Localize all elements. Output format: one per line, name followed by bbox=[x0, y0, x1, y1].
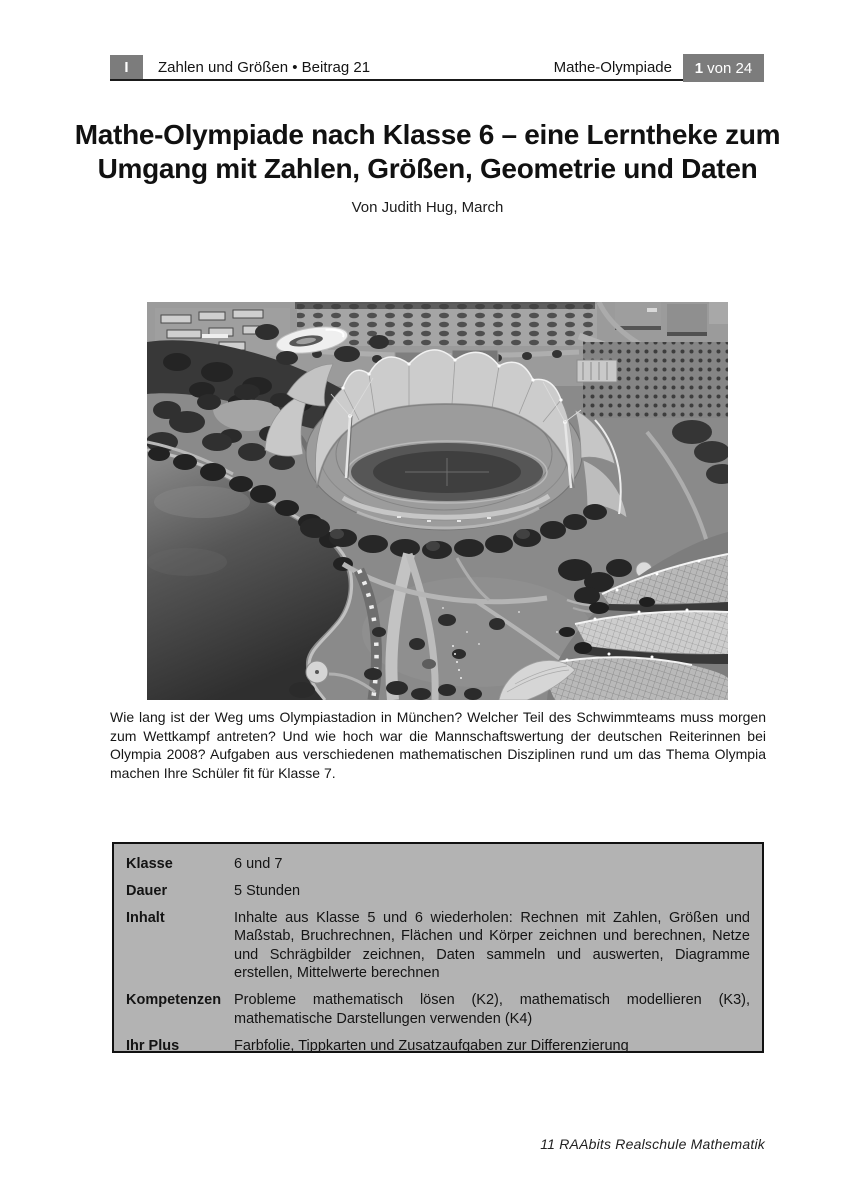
table-row bbox=[126, 851, 750, 878]
title-line-2: Umgang mit Zahlen, Größen, Geometrie und Daten bbox=[97, 153, 758, 184]
row-value: Probleme mathematisch lösen (K2), mathematisch modellieren (K3), mathematische Darstellungen verwenden (K4) bbox=[234, 992, 750, 1027]
row-value: 6 und 7 bbox=[234, 856, 283, 873]
header-topic-text: Mathe-Olympiade bbox=[553, 59, 672, 76]
header-rubric-text: Zahlen und Größen • Beitrag 21 bbox=[158, 59, 371, 76]
table-row bbox=[126, 878, 750, 905]
page-title bbox=[60, 118, 795, 186]
row-value: Farbfolie, Tippkarten und Zusatzaufgaben zur Differenzierung bbox=[234, 1037, 629, 1054]
page-number-total: von 24 bbox=[707, 59, 753, 77]
footer-note: 11 RAAbits Realschule Mathematik bbox=[540, 1136, 765, 1152]
row-label: Ihr Plus bbox=[126, 1037, 180, 1054]
page-number-badge bbox=[683, 54, 764, 82]
info-table bbox=[112, 842, 764, 1053]
byline: Von Judith Hug, March bbox=[351, 199, 504, 216]
page-number-current: 1 bbox=[694, 59, 704, 77]
row-label: Dauer bbox=[126, 883, 168, 900]
row-label: Klasse bbox=[126, 856, 173, 873]
row-value: 5 Stunden bbox=[234, 883, 301, 900]
aerial-photo bbox=[147, 302, 728, 700]
title-line-1: Mathe-Olympiade nach Klasse 6 – eine Lerntheke zum bbox=[74, 119, 781, 150]
row-value: Inhalte aus Klasse 5 und 6 wiederholen: Rechnen mit Zahlen, Größen und Maßstab, Bruchrechnen, Flächen und Körper zeichnen und berechnen, Netze und Schrägbilder zeichnen, Daten sammeln und auswerten, Diagramme erstellen, Mittelwerte berechnen bbox=[234, 909, 750, 982]
row-label: Kompetenzen bbox=[126, 992, 222, 1009]
table-row bbox=[126, 987, 750, 1032]
aerial-photo-drawing bbox=[147, 302, 728, 700]
table-row bbox=[126, 905, 750, 987]
table-row bbox=[126, 1033, 750, 1060]
row-label: Inhalt bbox=[126, 909, 165, 926]
section-badge: I bbox=[110, 55, 143, 80]
intro-paragraph: Wie lang ist der Weg ums Olympiastadion in München? Welcher Teil des Schwimmteams muss morgen zum Wettkampf antreten? Und wie hoch war die Mannschaftswertung der deutschen Reiterinnen bei Olympia 2008? Aufgaben aus verschiedenen mathematischen Disziplinen rund um das Thema Olympia machen Ihre Schüler fit für Klasse 7. bbox=[110, 709, 766, 782]
